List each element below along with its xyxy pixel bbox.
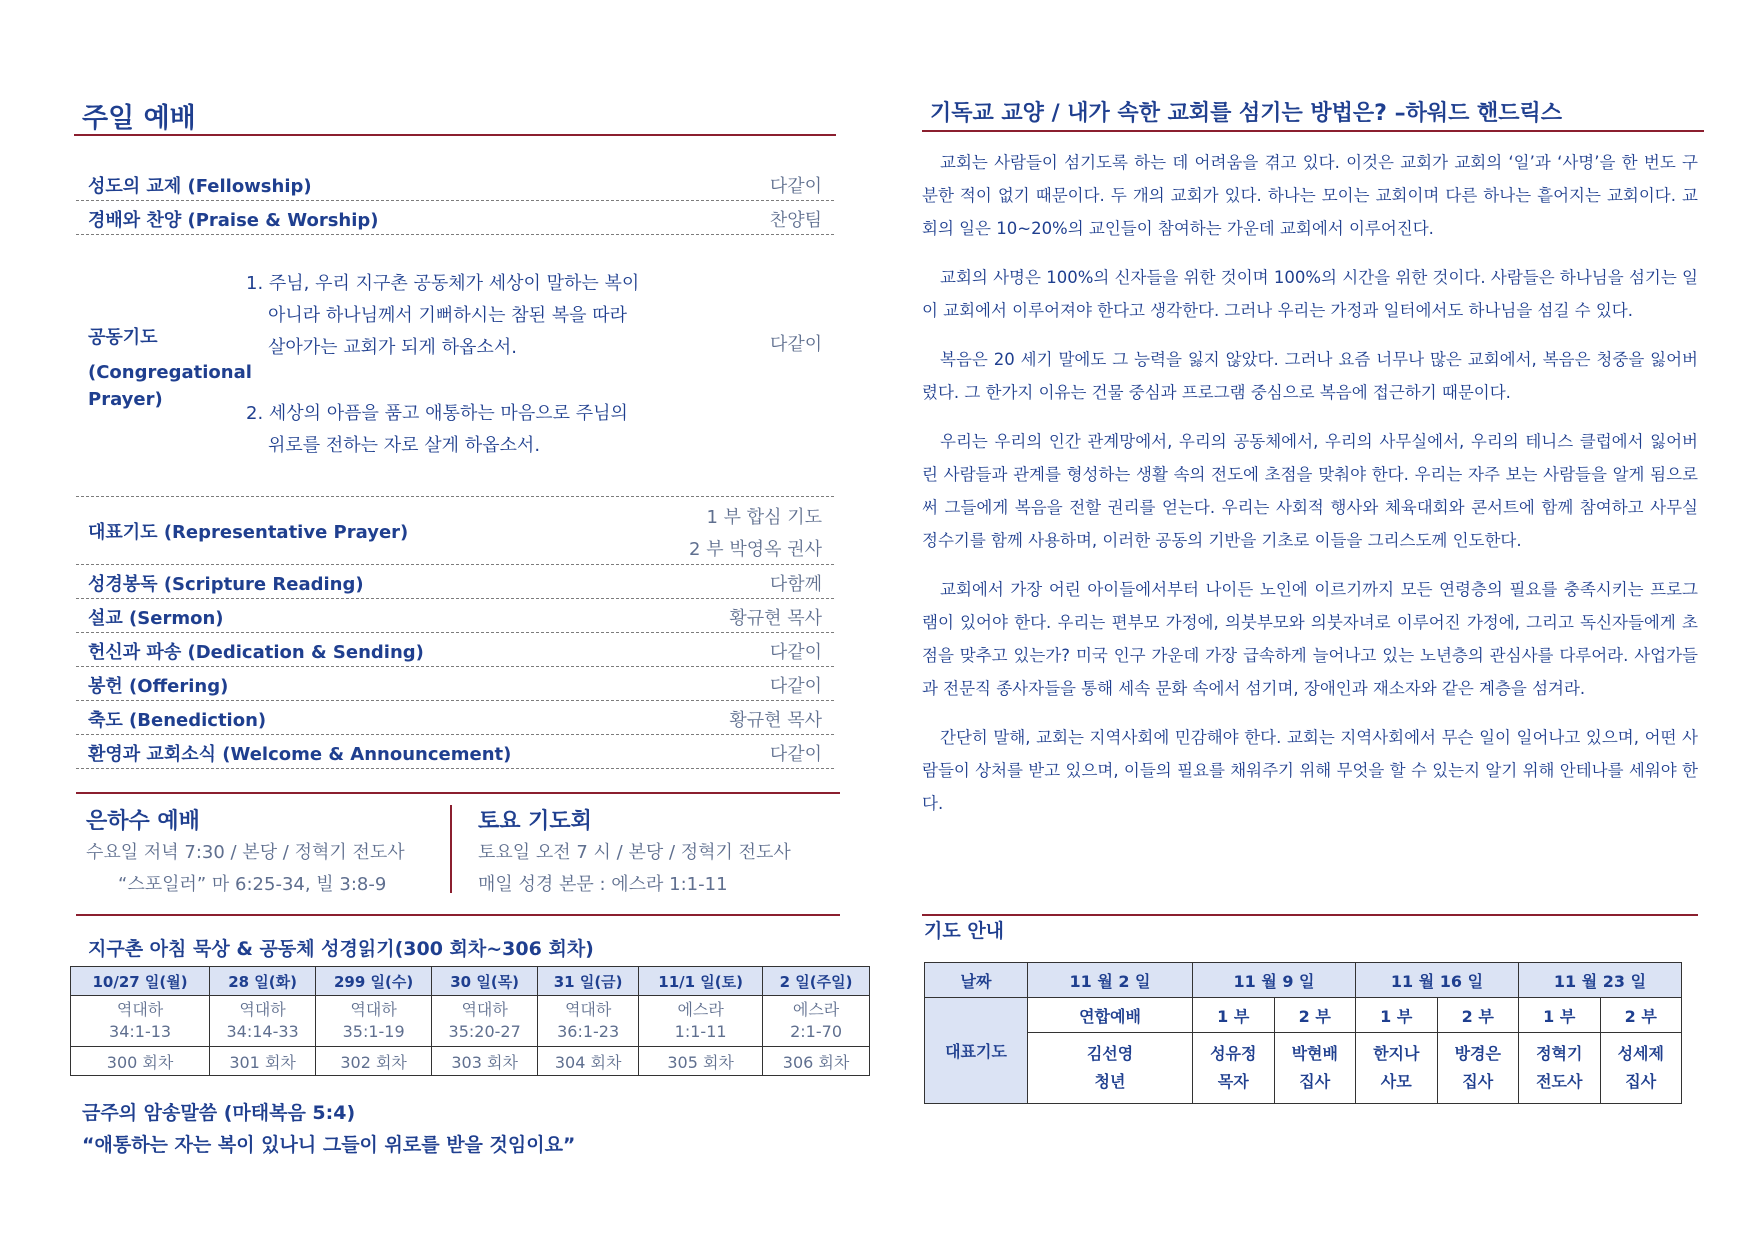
book-name: 역대하 (116, 1000, 164, 1019)
leader-name: 성유정 (1210, 1044, 1257, 1063)
session-count: 306 회차 (763, 1047, 870, 1076)
guide-names-row (925, 1033, 1682, 1104)
date-cell: 11 월 9 일 (1193, 963, 1356, 998)
book-ref: 34:1-13 (109, 1022, 172, 1041)
saturday-prayer-title: 토요 기도회 (478, 809, 592, 834)
row-divider (76, 632, 834, 633)
leader-cell (1600, 1033, 1682, 1104)
section-divider (76, 792, 840, 794)
leader-cell (1519, 1033, 1601, 1104)
row-divider (76, 666, 834, 667)
reading-cell (538, 996, 639, 1047)
wednesday-service-text: “스포일러” 마 6:25-34, 빌 3:8-9 (118, 874, 387, 895)
session-count: 305 회차 (639, 1047, 763, 1076)
prayer-item-line: 1. 주님, 우리 지구촌 공동체가 세상이 말하는 복이 (246, 273, 640, 294)
row-divider (76, 496, 834, 497)
session-count: 302 회차 (316, 1047, 432, 1076)
day-header: 10/27 일(월) (71, 967, 210, 996)
leader-title: 청년 (1094, 1072, 1126, 1091)
schedule-header-row (71, 967, 870, 996)
row-divider (76, 734, 834, 735)
representative-prayer-leaders (689, 502, 822, 566)
date-cell: 11 월 23 일 (1519, 963, 1682, 998)
representative-leader: 1 부 합심 기도 (706, 507, 822, 528)
book-name: 에스라 (792, 1000, 840, 1019)
reading-cell (316, 996, 432, 1047)
service-label: 성도의 교제 (Fellowship) (88, 176, 312, 197)
prayer-item-1 (246, 268, 639, 364)
book-ref: 35:1-19 (342, 1022, 405, 1041)
day-header: 299 일(수) (316, 967, 432, 996)
book-ref: 35:20-27 (448, 1022, 521, 1041)
row-divider (76, 768, 834, 769)
row-divider (76, 700, 834, 701)
prayer-label-line: 공동기도 (88, 327, 158, 348)
wednesday-service-title: 은하수 예배 (86, 809, 200, 834)
leader-cell (1274, 1033, 1356, 1104)
book-ref: 36:1-23 (557, 1022, 620, 1041)
guide-date-row (925, 963, 1682, 998)
day-header: 28 일(화) (210, 967, 316, 996)
prayer-leader: 다같이 (770, 334, 823, 355)
section-divider (922, 914, 1698, 916)
article-paragraph: 복음은 20 세기 말에도 그 능력을 잃지 않았다. 그러나 요즘 너무나 많은 교회에서, 복음은 청중을 잃어버렸다. 그 한가지 이유는 건물 중심과 프로그램 중심으로 복음에 접근하기 때문이다. (922, 350, 1698, 402)
leader-cell (1028, 1033, 1193, 1104)
row-divider (76, 564, 834, 565)
book-ref: 1:1-11 (674, 1022, 727, 1041)
service-leader: 다함께 (769, 574, 822, 595)
book-ref: 2:1-70 (790, 1022, 842, 1041)
service-label: 설교 (Sermon) (88, 608, 224, 629)
service-cell: 1 부 (1356, 998, 1438, 1033)
service-cell: 1 부 (1519, 998, 1601, 1033)
page-title: 주일 예배 (82, 103, 196, 134)
prayer-guide-table (924, 962, 1682, 1104)
service-cell: 2 부 (1437, 998, 1519, 1033)
session-count: 304 회차 (538, 1047, 639, 1076)
prayer-item-2 (246, 398, 628, 462)
reading-cell (210, 996, 316, 1047)
prayer-label-line: Prayer) (88, 389, 163, 410)
article-paragraph: 교회에서 가장 어린 아이들에서부터 나이든 노인에 이르기까지 모든 연령층의 필요를 충족시키는 프로그램이 있어야 한다. 우리는 편부모 가정에, 의붓부모와 의붓자녀로 이루어진 가정에, 그리고 독신자들에게 초점을 맞추고 있는가? 미국 인구 가운데 가장 급속하게 늘어나고 있는 노년층의 관심사를 다루어라. 사업가들과 전문직 종사자들을 통해 세속 문화 속에서 섬기며, 장애인과 재소자와 같은 계층을 섬겨라. (922, 580, 1698, 698)
service-leader: 다같이 (769, 744, 822, 765)
service-label: 봉헌 (Offering) (88, 676, 229, 697)
service-label: 헌신과 파송 (Dedication & Sending) (88, 642, 424, 663)
service-cell: 연합예배 (1028, 998, 1193, 1033)
saturday-prayer-text: 매일 성경 본문 : 에스라 1:1-11 (478, 874, 728, 895)
leader-name: 한지나 (1373, 1044, 1420, 1063)
service-leader: 다같이 (769, 676, 822, 697)
date-label: 날짜 (925, 963, 1028, 998)
title-divider (922, 130, 1704, 132)
reading-schedule-title: 지구촌 아침 묵상 & 공동체 성경읽기(300 회차~306 회차) (88, 938, 594, 960)
book-name: 에스라 (677, 1000, 724, 1019)
prayer-item-line: 위로를 전하는 자로 살게 하옵소서. (268, 435, 541, 456)
row-divider (76, 598, 834, 599)
service-label: 경배와 찬양 (Praise & Worship) (88, 210, 379, 231)
leader-name: 성세제 (1617, 1044, 1664, 1063)
article-paragraph: 우리는 우리의 인간 관계망에서, 우리의 공동체에서, 우리의 사무실에서, 우리의 테니스 클럽에서 잃어버린 사람들과 관계를 형성하는 생활 속의 전도에 초점을 맞춰야 한다. 우리는 자주 보는 사람들을 알게 됨으로써 그들에게 복음을 전할 권리를 얻는다. 우리는 사회적 행사와 체육대회와 콘서트에 함께 참여하고 사무실 정수기를 함께 사용하며, 이러한 공동의 기반을 기초로 이들을 그리스도께 인도한다. (922, 432, 1698, 550)
book-name: 역대하 (350, 1000, 397, 1019)
prayer-label-line: (Congregational (88, 362, 252, 383)
day-header: 11/1 일(토) (639, 967, 763, 996)
day-header: 31 일(금) (538, 967, 639, 996)
session-count: 301 회차 (210, 1047, 316, 1076)
prayer-item-line: 아니라 하나님께서 기뻐하시는 참된 복을 따라 (268, 305, 627, 326)
representative-leader: 2 부 박영옥 권사 (689, 539, 822, 560)
leader-name: 방경은 (1454, 1044, 1501, 1063)
leader-name: 김선영 (1086, 1044, 1134, 1063)
row-label: 대표기도 (925, 998, 1028, 1104)
book-ref: 34:14-33 (226, 1022, 299, 1041)
leader-cell (1356, 1033, 1438, 1104)
representative-prayer-label: 대표기도 (Representative Prayer) (88, 522, 409, 543)
book-name: 역대하 (461, 1000, 508, 1019)
prayer-item-line: 2. 세상의 아픔을 품고 애통하는 마음으로 주님의 (246, 403, 628, 424)
prayer-guide-title: 기도 안내 (924, 920, 1005, 942)
wednesday-service-info: 수요일 저녁 7:30 / 본당 / 정혁기 전도사 (86, 842, 405, 863)
leader-title: 사모 (1380, 1072, 1412, 1091)
article-body (922, 146, 1698, 836)
section-divider (76, 914, 840, 916)
article-title: 기독교 교양 / 내가 속한 교회를 섬기는 방법은? –하워드 핸드릭스 (930, 101, 1563, 126)
schedule-count-row (71, 1047, 870, 1076)
guide-service-row (925, 998, 1682, 1033)
schedule-book-row (71, 996, 870, 1047)
service-leader: 황규현 목사 (729, 710, 822, 731)
reading-cell (71, 996, 210, 1047)
service-label: 성경봉독 (Scripture Reading) (88, 574, 364, 595)
congregational-prayer-label (88, 324, 252, 413)
leader-cell (1437, 1033, 1519, 1104)
date-cell: 11 월 2 일 (1028, 963, 1193, 998)
session-count: 300 회차 (71, 1047, 210, 1076)
row-divider (76, 200, 834, 201)
book-name: 역대하 (239, 1000, 286, 1019)
saturday-prayer-info: 토요일 오전 7 시 / 본당 / 정혁기 전도사 (478, 842, 791, 863)
date-cell: 11 월 16 일 (1356, 963, 1519, 998)
article-paragraph: 간단히 말해, 교회는 지역사회에 민감해야 한다. 교회는 지역사회에서 무슨 일이 일어나고 있으며, 어떤 사람들이 상처를 받고 있으며, 이들의 필요를 채워주기 위해 무엇을 할 수 있는지 알기 위해 안테나를 세워야 한다. (922, 728, 1698, 813)
leader-cell (1193, 1033, 1275, 1104)
reading-cell (639, 996, 763, 1047)
column-divider (450, 805, 452, 893)
memory-verse-text: “애통하는 자는 복이 있나니 그들이 위로를 받을 것임이요” (82, 1134, 576, 1156)
service-leader: 다같이 (769, 642, 822, 663)
reading-schedule-table (70, 966, 870, 1076)
leader-title: 전도사 (1536, 1072, 1583, 1091)
title-divider (74, 134, 836, 136)
article-paragraph: 교회의 사명은 100%의 신자들을 위한 것이며 100%의 시간을 위한 것이다. 사람들은 하나님을 섬기는 일이 교회에서 이루어져야 한다고 생각한다. 그러나 우리는 가정과 일터에서도 하나님을 섬길 수 있다. (922, 268, 1698, 320)
leader-title: 목자 (1217, 1072, 1249, 1091)
service-label: 축도 (Benediction) (88, 710, 267, 731)
day-header: 30 일(목) (432, 967, 538, 996)
leader-title: 집사 (1462, 1072, 1494, 1091)
leader-title: 집사 (1299, 1072, 1331, 1091)
service-cell: 2 부 (1274, 998, 1356, 1033)
service-leader: 찬양팀 (769, 210, 822, 231)
reading-cell (432, 996, 538, 1047)
leader-title: 집사 (1625, 1072, 1657, 1091)
prayer-item-line: 살아가는 교회가 되게 하옵소서. (268, 337, 517, 358)
book-name: 역대하 (564, 1000, 612, 1019)
service-cell: 2 부 (1600, 998, 1682, 1033)
memory-verse-title: 금주의 암송말씀 (마태복음 5:4) (82, 1102, 356, 1124)
row-divider (76, 234, 834, 235)
leader-name: 정혁기 (1536, 1044, 1583, 1063)
reading-cell (763, 996, 870, 1047)
service-label: 환영과 교회소식 (Welcome & Announcement) (88, 744, 512, 765)
session-count: 303 회차 (432, 1047, 538, 1076)
service-cell: 1 부 (1193, 998, 1275, 1033)
service-leader: 황규현 목사 (729, 608, 822, 629)
day-header: 2 일(주일) (763, 967, 870, 996)
service-leader: 다같이 (769, 176, 822, 197)
leader-name: 박현배 (1291, 1044, 1338, 1063)
article-paragraph: 교회는 사람들이 섬기도록 하는 데 어려움을 겪고 있다. 이것은 교회가 교회의 ‘일’과 ‘사명’을 한 번도 구분한 적이 없기 때문이다. 두 개의 교회가 있다. 하나는 모이는 교회이며 다른 하나는 흩어지는 교회이다. 교회의 일은 10~20%의 교인들이 참여하는 가운데 교회에서 이루어진다. (922, 153, 1698, 238)
